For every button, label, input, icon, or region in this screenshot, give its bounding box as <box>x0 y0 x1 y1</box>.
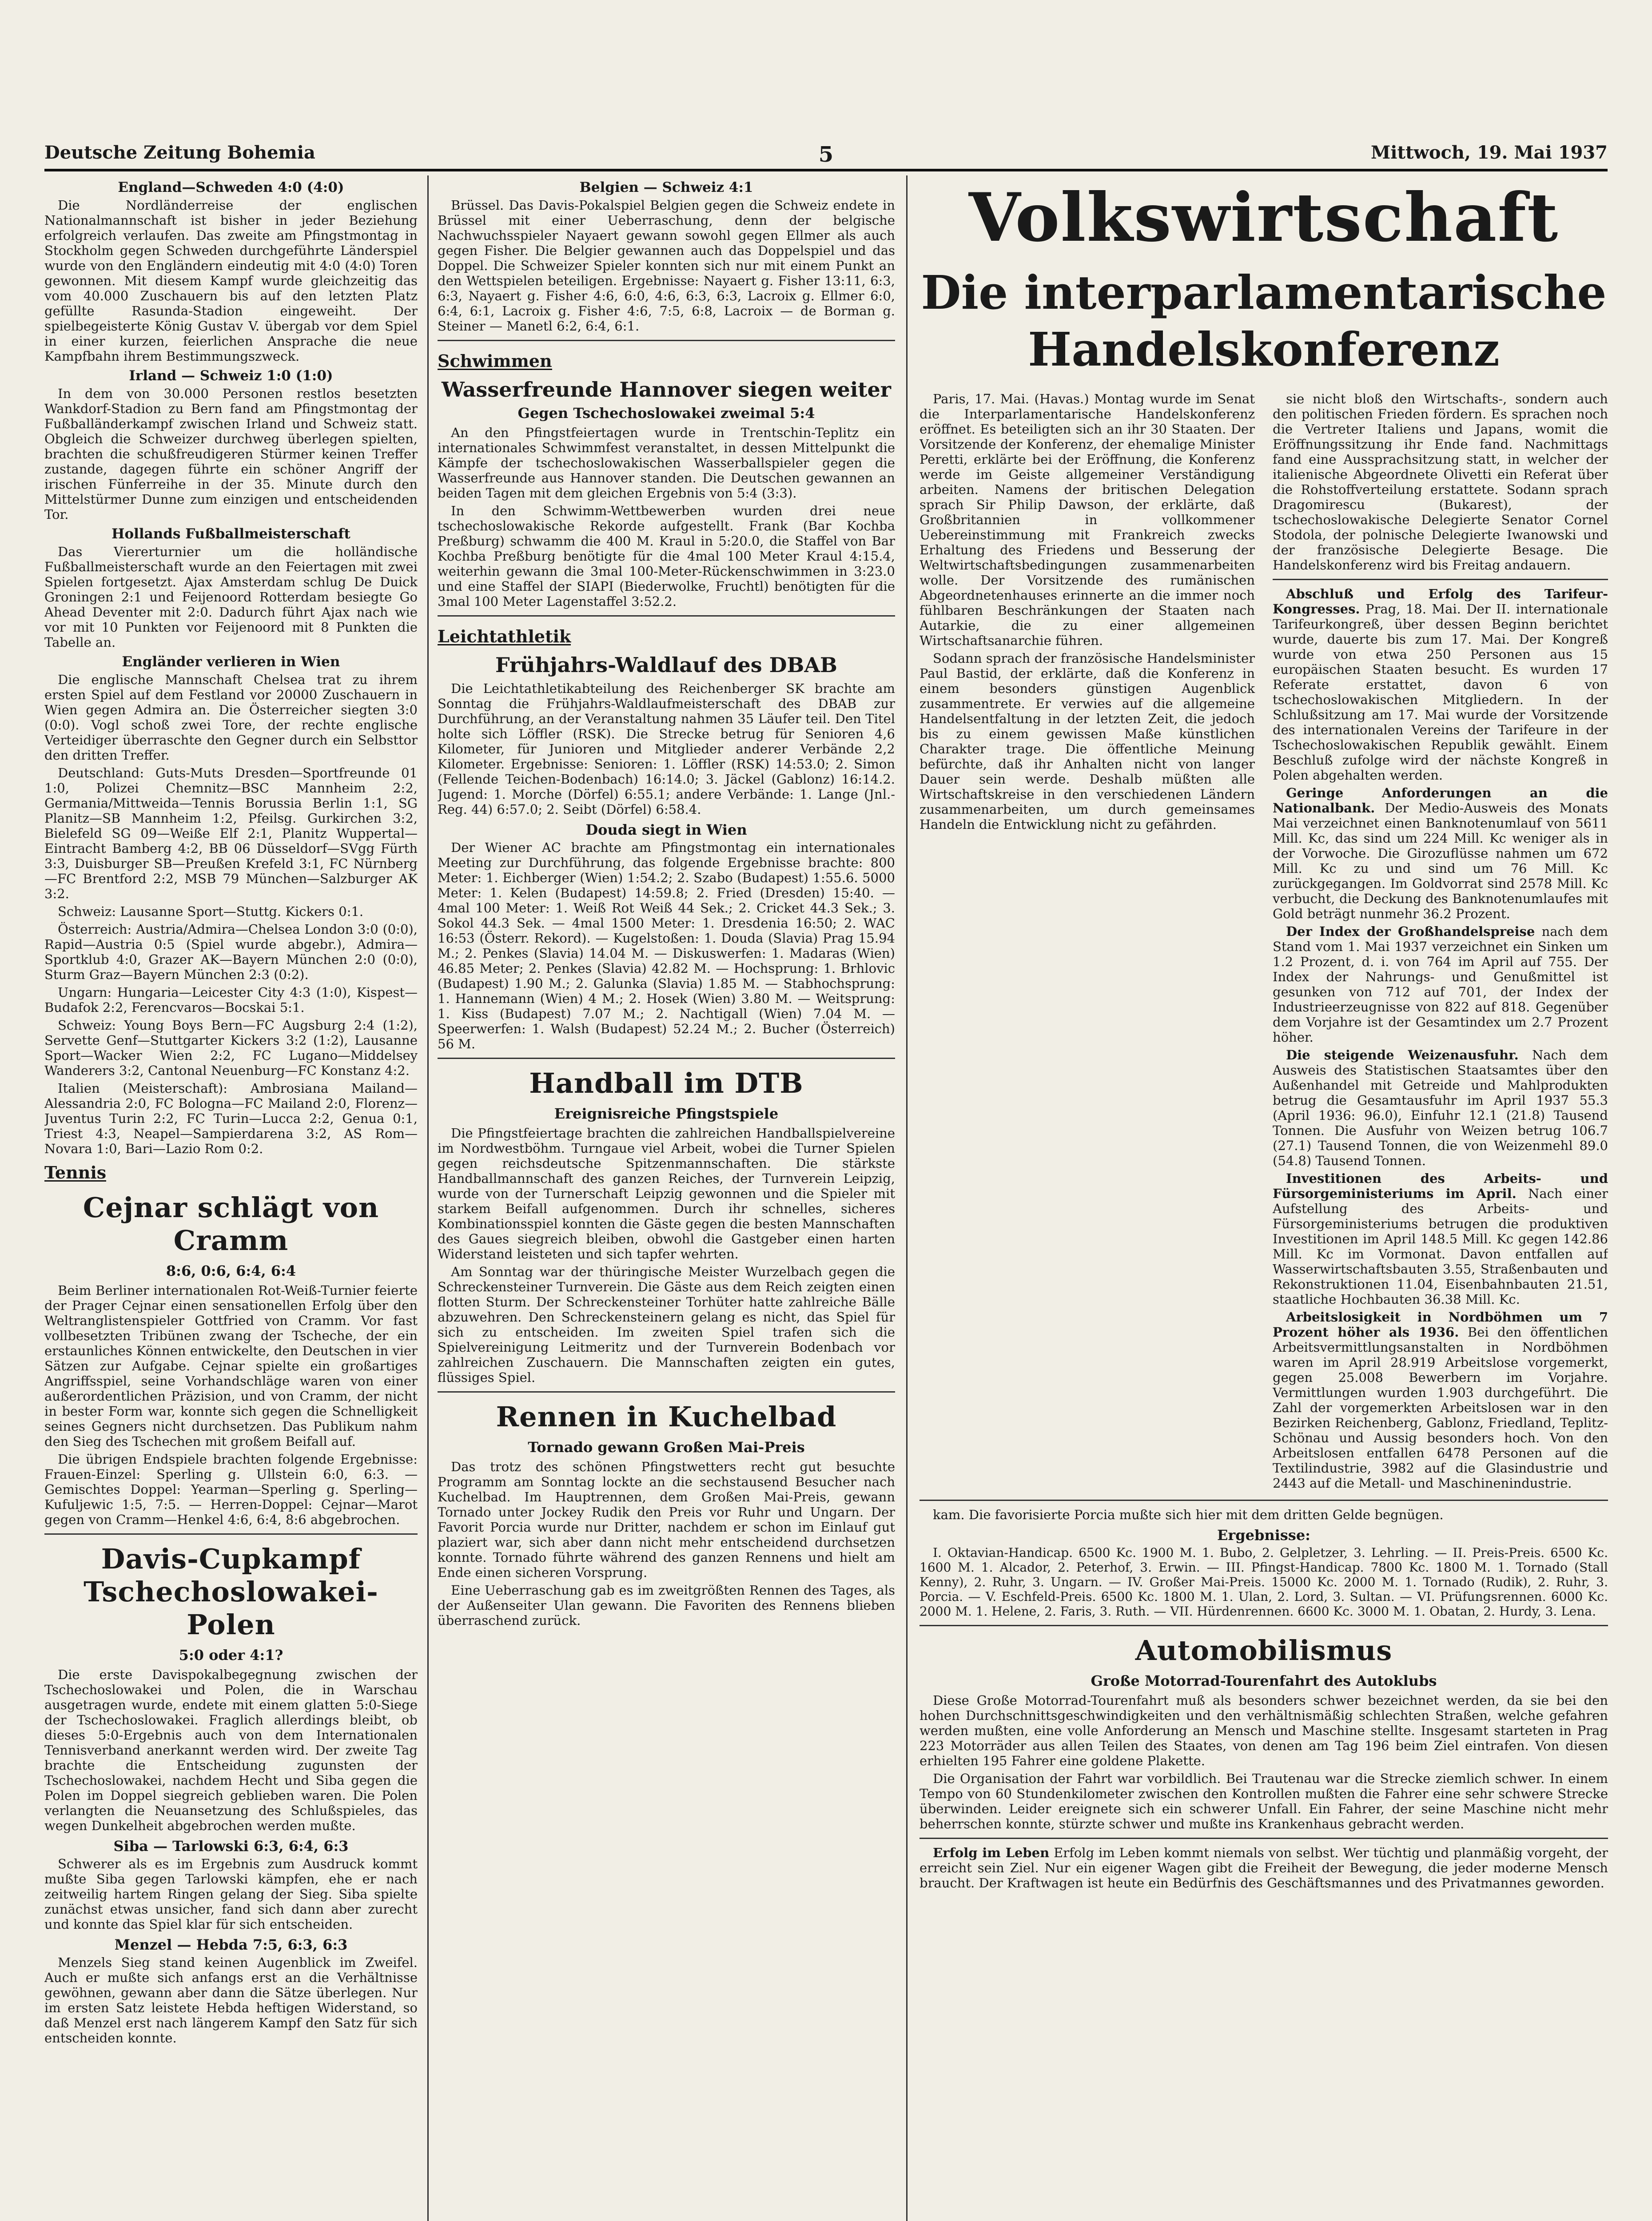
lead-article <box>920 391 1608 1493</box>
article-subheading: Tornado gewann Großen Mai-Preis <box>528 1439 805 1456</box>
article-text: Österreich: Austria/Admira—Chelsea London 3:0 (0:0), Rapid—Austria 0:5 (Spiel wurde abgebr.), Admira—Sportklub 4:0, Grazer AK—Bayern München 2:0 (0:0), Sturm Graz—Bayern München 2:3 (0:2). <box>44 922 418 982</box>
article-text <box>1273 1047 1608 1168</box>
column-sport-middle <box>438 175 895 2221</box>
article-heading: Erfolg im Leben <box>933 1845 1050 1860</box>
article-separator <box>438 615 895 617</box>
article-subheading: Menzel — Hebda 7:5, 6:3, 6:3 <box>114 1936 348 1953</box>
article-text: Brüssel. Das Davis-Pokalspiel Belgien gegen die Schweiz endete in Brüssel mit einer Ueberraschung, denn der belgische Nachwuchsspieler Nayaert gewann sowohl gegen Ellmer als auch gegen Fisher. Die Belgier gewannen auch das Doppelspiel und das Doppel. Die Schweizer Spieler konnten sich nur mit einem Punkt an den Wettspielen beteiligen. Ergebnisse: Nayaert g. Fisher 13:11, 6:3, 6:3, Nayaert g. Fisher 4:6, 6:0, 4:6, 6:3, 6:3, Lacroix g. Ellmer 6:0, 6:4, 6:1, Lacroix g. Fisher 4:6, 7:5, 6:8, Lacroix — de Borman g. Steiner — Manetl 6:2, 6:4, 6:1. <box>438 198 895 334</box>
race-results: I. Oktavian-Handicap. 6500 Kc. 1900 M. 1. Bubo, 2. Gelpletzer, 3. Lehrling. — II. Preis-Preis. 6500 Kc. 1600 M. 1. Alcador, 2. Peterhof, 3. Erwin. — III. Pfingst-Handicap. 7800 Kc. 1800 M. 1. Tornado (Stall Kenny), 2. Ruhr, 3. Ungarn. — IV. Großer Mai-Preis. 15000 Kc. 2000 M. 1. Tornado (Rudik), 2. Ruhr, 3. Porcia. — V. Eschfeld-Preis. 6500 Kc. 1800 M. 1. Ulan, 2. Lord, 3. Sultan. — VI. Prüfungsrennen. 6000 Kc. 2000 M. 1. Helene, 2. Faris, 3. Ruth. — VII. Hürdenrennen. 6600 Kc. 3000 M. 1. Obatan, 2. Hurdy, 3. Lena. <box>920 1545 1608 1619</box>
article-text <box>920 1845 1608 1891</box>
section-heading-swimming: Schwimmen <box>438 351 552 371</box>
article-text <box>1273 785 1608 921</box>
article-text: Beim Berliner internationalen Rot-Weiß-Turnier feierte der Prager Cejnar einen sensationellen Erfolg über den Weltranglistenspieler Gottfried von Cramm. Vor fast vollbesetzten Tribünen zwang der Tscheche, der ein erstaunliches Können entwickelte, den Deutschen in vier Sätzen zur Aufgabe. Cejnar spielte ein großartiges Angriffsspiel, seine Vorhandschläge waren von einer außerordentlichen Präzision, und von Cramm, der nicht in bester Form war, konnte sich gegen die Schnelligkeit seines Gegners nicht durchsetzen. Das Publikum nahm den Sieg des Tschechen mit großem Beifall auf. <box>44 1283 418 1449</box>
article-text: Am Sonntag war der thüringische Meister Wurzelbach gegen die Schreckensteiner Turnverein. Die Gäste aus dem Reich zeigten einen flotten Sturm. Der Schreckensteiner Torhüter hatte zahlreiche Bälle abzuwehren. Den Schreckensteinern gelang es nicht, das Spiel für sich zu entscheiden. Im zweiten Spiel trafen sich die Spielvereinigung Leitmeritz und der Turnverein Bodenbach vor zahlreichen Zuschauern. Die Mannschaften zeigten ein gutes, flüssiges Spiel. <box>438 1264 895 1385</box>
article-text: sie nicht bloß den Wirtschafts-, sondern auch den politischen Frieden fördern. Es sprachen noch die Vertreter Italiens und Japans, womit die Eröffnungssitzung ihr Ende fand. Nachmittags fand eine Aussprachsitzung statt, in welcher der italienische Abgeordnete Olivetti ein Referat über die Rohstoffverteilung erstattete. Sodann sprach Dragomirescu (Bukarest), der tschechoslowakische Delegierte Senator Cornel Stodola, der polnische Delegierte Iwanowski und der französische Delegierte Besage. Die Handelskonferenz wird bis Freitag andauern. <box>1273 391 1608 573</box>
article-subheading: Gegen Tschechoslowakei zweimal 5:4 <box>517 405 815 422</box>
article-text: In den Schwimm-Wettbewerben wurden drei neue tschechoslowakische Rekorde aufgestellt. Frank (Bar Kochba Preßburg) schwamm die 400 M. Kraul in 5:20.0, die Staffel von Bar Kochba Preßburg benötigte für die 4mal 100 Meter Kraul 4:15.4, weiterhin gewann die 3mal 100-Meter-Rückenschwimmen in 3:23.0 und eine Staffel der SIAPI (Biederwolke, Fruchtl) benötigten für die 3mal 100 Meter Lagenstaffel 3:52.2. <box>438 503 895 609</box>
article-text <box>1273 1171 1608 1307</box>
article-body: Nach einer Aufstellung des Arbeits- und Fürsorgeministeriums betrugen die produktiven Investitionen im April 148.5 Mill. Kc gegen 142.86 Mill. Kc im Vormonat. Davon entfallen auf Wasserwirtschaftsbauten 3.55, Straßenbauten und Rekonstruktionen 11.04, Eisenbahnbauten 21.51, staatliche Hochbauten 36.38 Mill. Kc. <box>1273 1186 1608 1307</box>
running-head <box>44 142 1608 169</box>
article-text: Diese Große Motorrad-Tourenfahrt muß als besonders schwer bezeichnet werden, da sie bei den hohen Durchschnittsgeschwindigkeiten und den verhältnismäßig schlechten Straßen, welche gefahren werden mußten, eine volle Anforderung an Mensch und Maschine stellte. Insgesamt starteten in Prag 223 Motorräder aus allen Teilen des Staates, von denen am Tag 196 beim Ziel eintrafen. Von diesen erhielten 195 Fahrer eine goldene Plakette. <box>920 1693 1608 1768</box>
article-text: Das trotz des schönen Pfingstwetters recht gut besuchte Programm am Sonntag lockte an die sechstausend Besucher nach Kuchelbad. Im Hauptrennen, dem Großen Mai-Preis, gewann Tornado unter Jockey Rudik den Preis vor Ruhr und Ungarn. Der Favorit Porcia wurde nur Dritter, nachdem er schon im Einlauf gut plaziert war, sich aber dann nicht mehr entscheidend durchsetzen konnte. Tornado führte während des ganzen Rennens und hielt am Ende einen sicheren Vorsprung. <box>438 1459 895 1580</box>
article-text: Die Leichtathletikabteilung des Reichenberger SK brachte am Sonntag die Frühjahrs-Waldlaufmeisterschaft des DBAB zur Durchführung, an der Veranstaltung nahmen 35 Läufer teil. Den Titel holte sich Löffler (RSK). Die Strecke betrug für Senioren 4,6 Kilometer, für Junioren und Mitglieder anderer Verbände 2,2 Kilometer. Ergebnisse: Senioren: 1. Löffler (RSK) 14:53.0; 2. Simon (Fellende Teichen-Bodenbach) 16:14.0; 3. Jäckel (Gablonz) 16:14.2. Jugend: 1. Morche (Dörfel) 6:55.1; andere Verbände: 1. Lange (Jnl.-Reg. 44) 6:57.0; 2. Seibt (Dörfel) 6:58.4. <box>438 681 895 817</box>
article-body: Der Medio-Ausweis des Monats Mai verzeichnet einen Banknotenumlauf von 5611 Mill. Kc, das sind um 224 Mill. Kc weniger als in der Vorwoche. Die Girozuflüsse nahmen um 672 Mill. Kc zu und sind um 76 Mill. Kc zurückgegangen. Im Goldvorrat sind 2578 Mill. Kc verbucht, die Deckung des Banknotenumlaufes mit Gold beträgt nunmehr 36.2 Prozent. <box>1273 800 1608 921</box>
section-title-economy: Volkswirtschaft <box>968 179 1559 257</box>
article-text: Deutschland: Guts-Muts Dresden—Sportfreunde 01 1:0, Polizei Chemnitz—BSC Mannheim 2:2, Germania/Mittweida—Tennis Borussia Berlin 1:1, SG Planitz—SB Mannheim 1:2, Pfeilsg. Gurkirchen 3:2, Bielefeld SG 09—Weiße Elf 2:1, Planitz Wuppertal—Eintracht Bamberg 4:2, BB 06 Düsseldorf—SVgg Fürth 3:3, Duisburger SB—Preußen Krefeld 3:1, FC Nürnberg—FC Brentford 2:2, MSB 79 München—Salzburger AK 3:2. <box>44 765 418 901</box>
article-text: Italien (Meisterschaft): Ambrosiana Mailand—Alessandria 2:0, FC Bologna—FC Mailand 2:0, Florenz—Juventus Turin 2:2, FC Turin—Lucca 2:2, Genua 0:1, Triest 4:3, Neapel—Sampierdarena 3:2, AS Rom—Novara 1:0, Bari—Lazio Rom 0:2. <box>44 1081 418 1156</box>
article-body: Erfolg im Leben kommt niemals von selbst. Wer tüchtig und planmäßig vorgeht, der erreicht sein Ziel. Nur ein eigener Wagen gibt die Freiheit der Bewegung, die jeder moderne Mensch braucht. Der Kraftwagen ist heute ein Bedürfnis des Geschäftsmannes und des Privatmannes geworden. <box>920 1845 1608 1891</box>
article-headline: Davis-Cupkampf Tschechoslowakei-Polen <box>84 1543 378 1641</box>
article-heading: Belgien — Schweiz 4:1 <box>579 179 753 195</box>
article-separator <box>920 1838 1608 1839</box>
article-body: Prag, 18. Mai. Der II. internationale Tarifeurkongreß, über dessen Beginn berichtet wurde, dauerte bis zum 17. Mai. Der Kongreß wurde von etwa 250 Personen aus 15 europäischen Staaten besucht. Es wurden 17 Referate erstattet, davon 6 von tschechoslowakischen Mitgliedern. In der Schlußsitzung am 17. Mai wurde der Vorsitzende des internationalen Vereins der Tarifeure in der Tschechoslowakischen Republik gewählt. Einem Beschluß zufolge wird der nächste Kongreß in Polen abgehalten werden. <box>1273 601 1608 783</box>
article-heading: Geringe Anforderungen an die Nationalbank. <box>1273 785 1608 816</box>
article-text: Menzels Sieg stand keinen Augenblick im Zweifel. Auch er mußte sich anfangs erst an die Verhältnisse gewöhnen, gewann aber dann die Sätze überlegen. Nur im ersten Satz leistete Hebda heftigen Widerstand, so daß Menzel erst nach längerem Kampf den Satz für sich entscheiden konnte. <box>44 1955 418 2046</box>
results-heading: Ergebnisse: <box>1217 1527 1310 1544</box>
article-text: Schweiz: Young Boys Bern—FC Augsburg 2:4 (1:2), Servette Genf—Stuttgarter Kickers 3:2 (1:2), Lausanne Sport—Wacker Wien 2:2, FC Lugano—Middelsey Wanderers 3:2, Cantonal Neuenburg—FC Konstanz 4:2. <box>44 1018 418 1078</box>
article-text: Schwerer als es im Ergebnis zum Ausdruck kommt mußte Siba gegen Tarlowski kämpfen, ehe er nach zeitweilig hartem Ringen gelang der Sieg. Siba spielte zunächst etwas unsicher, fand sich dann aber zurecht und konnte das Spiel klar für sich entscheiden. <box>44 1856 418 1932</box>
article-separator <box>1273 579 1608 580</box>
article-text: Die englische Mannschaft Chelsea trat zu ihrem ersten Spiel auf dem Festland vor 20000 Zuschauern in Wien gegen Admira an. Die Österreicher siegten 3:0 (0:0). Vogl schoß zwei Tore, der rechte englische Verteidiger überraschte den Gegner durch ein Selbsttor den dritten Treffer. <box>44 672 418 763</box>
column-sport-left <box>44 175 418 2221</box>
article-body: nach dem Stand vom 1. Mai 1937 verzeichnet ein Sinken um 1.2 Prozent, d. i. von 764 im April auf 755. Der Index der Nahrungs- und Genußmittel ist gesunken von 712 auf 701, der Index der Industrieerzeugnisse von 822 auf 818. Gegenüber dem Vorjahre ist der Gesamtindex um 2.7 Prozent höher. <box>1273 924 1608 1045</box>
article-headline: Frühjahrs-Waldlauf des DBAB <box>495 653 837 677</box>
article-text: Der Wiener AC brachte am Pfingstmontag ein internationales Meeting zur Durchführung, das folgende Ergebnisse brachte: 800 Meter: 1. Eichberger (Wien) 1:54.2; 2. Szabo (Budapest) 1:55.6. 5000 Meter: 1. Kelen (Budapest) 14:59.8; 2. Fried (Dresden) 15:40. — 4mal 100 Meter: 1. Weiß Rot Weiß 44 Sek.; 2. Cricket 44.3 Sek.; 3. Sokol 44.3 Sek. — 4mal 1500 Meter: 1. Dresdenia 16:50; 2. WAC 16:53 (Österr. Rekord). — Kugelstoßen: 1. Douda (Slavia) Prag 15.94 M.; 2. Penkes (Slavia) 14.04 M. — Diskuswerfen: 1. Madaras (Wien) 46.85 Meter; 2. Penkes (Slavia) 42.82 M. — Hochsprung: 1. Brhlovic (Budapest) 1.90 M.; 2. Galunka (Slavia) 1.85 M. — Stabhochsprung: 1. Hannemann (Wien) 4 M.; 2. Hosek (Wien) 3.80 M. — Weitsprung: 1. Kiss (Budapest) 7.07 M.; 2. Nachtigall (Wien) 7.04 M. — Speerwerfen: 1. Walsh (Budapest) 52.24 M.; 2. Bucher (Österreich) 56 M. <box>438 840 895 1051</box>
article-text: kam. Die favorisierte Porcia mußte sich hier mit dem dritten Gelde begnügen. <box>933 1507 1444 1522</box>
article-text: Die übrigen Endspiele brachten folgende Ergebnisse: Frauen-Einzel: Sperling g. Ullstein 6:0, 6:3. — Gemischtes Doppel: Yearman—Sperling g. Sperling—Kufuljewic 1:5, 7:5. — Herren-Doppel: Cejnar—Marot gegen von Cramm—Henkel 4:6, 6:4, 8:6 abgebrochen. <box>44 1452 418 1527</box>
article-subheading: Große Motorrad-Tourenfahrt des Autoklubs <box>1091 1672 1437 1689</box>
masthead-name: Deutsche Zeitung Bohemia <box>44 142 315 163</box>
article-heading: Abschluß und Erfolg des Tarifeur-Kongresses. <box>1273 586 1608 617</box>
article-text: Sodann sprach der französische Handelsminister Paul Bastid, der erklärte, daß die Konferenz in einem besonders günstigen Augenblick zusammentrete. Er verwies auf die allgemeine Handelsentfaltung in der letzten Zeit, die jedoch bis zu einem gewissen Maße künstlichen Charakter trage. Die öffentliche Meinung befürchte, daß ihr Anhalten nicht von langer Dauer sein werde. Deshalb müßten alle Wirtschaftskreise in den verschiedenen Ländern zusammenarbeiten, um durch gemeinsames Handeln die Entwicklung nicht zu gefährden. <box>920 651 1255 832</box>
lower-articles <box>920 1507 1608 1893</box>
column-divider <box>427 175 429 2221</box>
article-text: Das Viererturnier um die holländische Fußballmeisterschaft wurde an den Feiertagen mit zwei Spielen fortgesetzt. Ajax Amsterdam schlug De Duick Groningen 2:1 und Feijenoord Rotterdam besiegte Go Ahead Deventer mit 2:0. Dadurch führt Ajax nach wie vor mit 10 Punkten vor Feijenoord mit 8 Punkten die Tabelle an. <box>44 544 418 650</box>
article-text: Ungarn: Hungaria—Leicester City 4:3 (1:0), Kispest—Budafok 2:2, Ferencvaros—Bocskai 5:1. <box>44 985 418 1015</box>
issue-date: Mittwoch, 19. Mai 1937 <box>1371 142 1608 163</box>
article-text: Eine Ueberraschung gab es im zweitgrößten Rennen des Tages, als der Außenseiter Ulan gewann. Die Favoriten des Rennens blieben überraschend zurück. <box>438 1583 895 1628</box>
column-divider <box>906 175 908 2221</box>
column-economy <box>920 175 1608 2221</box>
main-headline: Die interparlamentarische Handelskonferenz <box>921 265 1607 377</box>
article-heading: Die steigende Weizenausfuhr. <box>1286 1047 1519 1063</box>
article-subheading: 8:6, 0:6, 6:4, 6:4 <box>166 1262 296 1279</box>
article-text: Die Organisation der Fahrt war vorbildlich. Bei Trautenau war die Strecke ziemlich schwer. In einem Tempo von 60 Stundenkilometer zwischen den Kontrollen mußten die Fahrer eine sehr schwere Strecke überwinden. Leider ereignete sich ein schwerer Unfall. Ein Fahrer, der seine Maschine nicht mehr beherrschen konnte, stürzte schwer und mußte ins Krankenhaus gebracht werden. <box>920 1771 1608 1831</box>
article-heading: Der Index der Großhandelspreise <box>1286 924 1535 939</box>
article-heading: Engländer verlieren in Wien <box>122 654 340 670</box>
article-heading: Arbeitslosigkeit in Nordböhmen um 7 Prozent höher als 1936. <box>1273 1310 1608 1340</box>
article-heading: Irland — Schweiz 1:0 (1:0) <box>129 368 333 384</box>
article-text: An den Pfingstfeiertagen wurde in Trentschin-Teplitz ein internationales Schwimmfest veranstaltet, in dessen Mittelpunkt die Kämpfe der tschechoslowakischen Wasserballspieler gegen die Wasserfreunde aus Hannover standen. Die Deutschen gewannen an beiden Tagen mit dem gleichen Ergebnis von 5:4 (3:3). <box>438 425 895 501</box>
article-separator <box>438 340 895 341</box>
article-separator <box>44 1533 418 1535</box>
page-number: 5 <box>818 142 834 167</box>
article-text <box>1273 924 1608 1045</box>
article-headline: Rennen in Kuchelbad <box>496 1401 837 1433</box>
article-text: Paris, 17. Mai. (Havas.) Montag wurde im Senat die Interparlamentarische Handelskonferenz eröffnet. Es beteiligten sich an ihr 30 Staaten. Der Vorsitzende der Konferenz, der ehemalige Minister Peretti, erklärte bei der Eröffnung, die Konferenz werde im Geiste allgemeiner Verständigung arbeiten. Namens der britischen Delegation sprach Sir Philip Dawson, der erklärte, daß Großbritannien in vollkommener Uebereinstimmung mit Frankreich zwecks Erhaltung des Friedens und Besserung der Weltwirtschaftsbedingungen zusammenarbeiten wolle. Der Vorsitzende des rumänischen Abgeordnetenhauses erinnerte an die immer noch fühlbaren Beschränkungen der Staaten nach Autarkie, die zu einer allgemeinen Wirtschaftsanarchie führen. <box>920 391 1255 648</box>
article-headline: Wasserfreunde Hannover siegen weiter <box>441 378 892 402</box>
article-body: Bei den öffentlichen Arbeitsvermittlungsanstalten in Nordböhmen waren im April 28.919 Arbeitslose vorgemerkt, gegen 25.008 Bewerbern im Vorjahre. Vermittlungen wurden 1.903 durchgeführt. Die Zahl der vorgemerkten Arbeitslosen war in den Bezirken Reichenberg, Gablonz, Friedland, Teplitz-Schönau und Aussig besonders hoch. Von den Arbeitslosen entfallen 6478 Personen auf die Textilindustrie, 3982 auf die Glasindustrie und 2443 auf die Metall- und Maschinenindustrie. <box>1273 1325 1608 1491</box>
article-subheading: Ereignisreiche Pfingstspiele <box>554 1105 779 1122</box>
article-headline: Cejnar schlägt von Cramm <box>83 1191 379 1257</box>
section-heading-tennis: Tennis <box>44 1162 107 1182</box>
article-separator <box>438 1058 895 1059</box>
article-text: In dem von 30.000 Personen restlos besetzten Wankdorf-Stadion zu Bern fand am Pfingstmontag der Fußballänderkampf zwischen Irland und Schweiz statt. Obgleich die Schweizer durchweg überlegen spielten, brachten die schußfreudigeren Stürmer keinen Treffer zustande, dagegen führte ein schöner Angriff der irischen Fünferreihe in der 35. Minute durch den Mittelstürmer Dunne zum einzigen und entscheidenden Tor. <box>44 386 418 522</box>
article-headline: Handball im DTB <box>529 1067 804 1099</box>
article-separator <box>920 1625 1608 1626</box>
section-heading-athletics: Leichtathletik <box>438 626 571 646</box>
article-text <box>1273 1310 1608 1491</box>
article-text: Die Nordländerreise der englischen Nationalmannschaft ist bisher in jeder Beziehung erfolgreich verlaufen. Das zweite am Pfingstmontag in Stockholm gegen Schweden durchgeführte Länderspiel wurde von den Engländern eindeutig mit 4:0 (4:0) Toren gewonnen. Mit diesem Kampf wurde gleichzeitig das vom 40.000 Zuschauern bis auf den letzten Platz gefüllte Rasunda-Stadion eingeweiht. Der spielbegeisterte König Gustav V. übergab vor dem Spiel in einer kurzen, feierlichen Ansprache die neue Kampfbahn ihrem Bestimmungszweck. <box>44 198 418 364</box>
article-separator <box>920 1500 1608 1501</box>
article-subheading: 5:0 oder 4:1? <box>179 1647 283 1664</box>
article-heading: Investitionen des Arbeits- und Fürsorgeministeriums im April. <box>1273 1171 1608 1201</box>
article-subheading: Siba — Tarlowski 6:3, 6:4, 6:3 <box>113 1838 349 1855</box>
article-body: Nach dem Ausweis des Statistischen Staatsamtes über den Außenhandel mit Getreide und Mahlprodukten betrug die Gesamtausfuhr im April 1937 55.3 (April 1936: 96.0), Einfuhr 12.1 (21.8) Tausend Tonnen. Die Ausfuhr von Weizen betrug 106.7 (27.1) Tausend Tonnen, die von Weizenmehl 89.0 (54.8) Tausend Tonnen. <box>1273 1047 1608 1168</box>
article-headline: Automobilismus <box>1135 1634 1393 1667</box>
article-heading: Hollands Fußballmeisterschaft <box>111 526 350 542</box>
article-heading: England—Schweden 4:0 (4:0) <box>118 179 344 195</box>
article-heading: Douda siegt in Wien <box>585 821 747 838</box>
header-rule <box>44 169 1608 171</box>
article-text: Die Pfingstfeiertage brachten die zahlreichen Handballspielvereine im Nordwestböhm. Turngaue viel Arbeit, wobei die Turner Spielen gegen reichsdeutsche Spitzenmannschaften. Die stärkste Handballmannschaft des ganzen Reiches, der Turnverein Leipzig, wurde von der Turnerschaft Leipzig gewonnen und die Spieler mit starkem Beifall aufgenommen. Durch ihr schnelles, sicheres Kombinationsspiel konnten die Gäste gegen die besten Mannschaften des Gaues siegreich bleiben, obwohl die Gastgeber einen harten Widerstand leisteten und sich tapfer wehrten. <box>438 1126 895 1262</box>
article-text <box>1273 586 1608 783</box>
article-text: Die erste Davispokalbegegnung zwischen der Tschechoslowakei und Polen, die in Warschau ausgetragen wurde, endete mit einem glatten 5:0-Siege der Tschechoslowakei. Fraglich allerdings bleibt, ob dieses 5:0-Ergebnis auch von dem Internationalen Tennisverband anerkannt werden wird. Der zweite Tag brachte die Entscheidung zugunsten der Tschechoslowakei, nachdem Hecht und Siba gegen die Polen im Doppel siegreich geblieben waren. Die Polen verlangten die Neuansetzung des Schlußspieles, das wegen Dunkelheit abgebrochen werden mußte. <box>44 1667 418 1833</box>
article-separator <box>438 1391 895 1393</box>
article-text: Schweiz: Lausanne Sport—Stuttg. Kickers 0:1. <box>58 904 364 919</box>
